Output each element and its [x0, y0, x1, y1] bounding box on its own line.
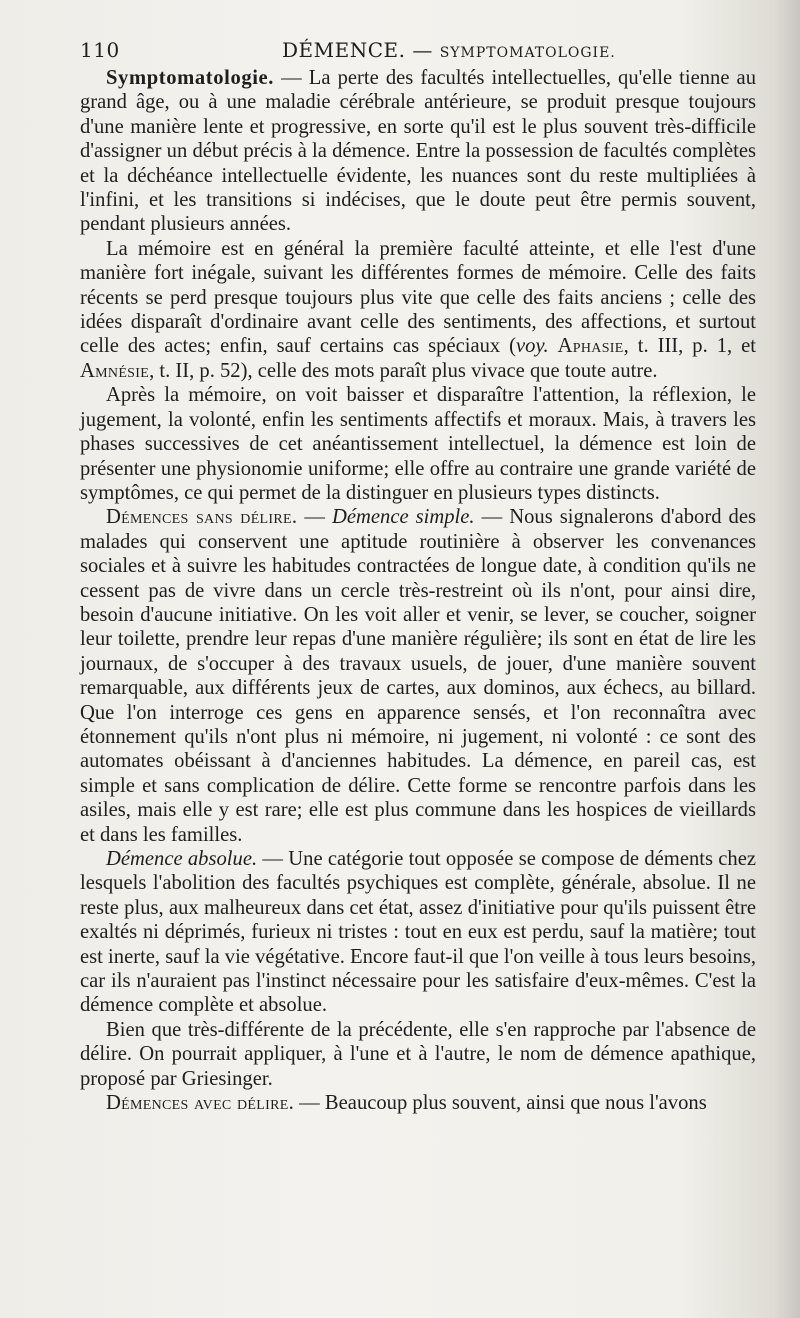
running-title-dash: — — [405, 38, 440, 62]
cross-reference-amnesie: Amnésie — [80, 359, 150, 382]
section-heading-sans-delire: Démences sans délire. — [106, 506, 298, 529]
cross-reference-voy: voy. — [516, 335, 549, 358]
paragraph-text: La mémoire est en général la première faculté atteinte, et elle l'est d'une manière fort inégale, suivant les différentes formes de mémoire. Celle des faits récents se perd presque toujours plus vite que celle des faits anciens ; celle des idées disparaît d'ordinaire avant celle des sentiments, des affections, et surtout celle des actes; enfin, sauf certains cas spéciaux ( — [80, 237, 756, 358]
paragraph-text: Bien que très-différente de la précédente, elle s'en rapproche par l'absence de délire. On pourrait appliquer, à l'une et à l'autre, le nom de démence apathique, proposé par Griesinger. — [80, 1018, 756, 1090]
paragraph-text: , t. III, p. 1, et — [623, 335, 756, 358]
paragraph-demences-avec-delire — [80, 1091, 756, 1115]
section-heading-avec-delire: Démences avec délire. — [106, 1092, 295, 1115]
paragraph-text: , t. II, p. 52), celle des mots paraît plus vivace que toute autre. — [149, 359, 658, 382]
paragraph-griesinger — [80, 1018, 756, 1091]
page-gutter-shadow — [774, 0, 800, 1318]
paragraph-text: — Beaucoup plus souvent, ainsi que nous l'avons — [294, 1092, 707, 1115]
paragraph-text: — — [297, 506, 332, 529]
cross-reference-aphasie: Aphasie — [557, 335, 624, 358]
running-title — [282, 38, 616, 62]
paragraph-text: — La perte des facultés intellectuelles, qu'elle tienne au grand âge, ou à une maladie cérébrale antérieure, se produit presque toujours d'une manière lente et progressive, en sorte qu'il est le plus souvent très-difficile d'assigner un début précis à la démence. Entre la possession de facultés complètes et la déchéance intellectuelle évidente, les nuances sont du reste multipliées à l'infini, et les transitions si indécises, que le doute peut être permis souvent, pendant plusieurs années. — [80, 67, 756, 236]
paragraph-text: Après la mémoire, on voit baisser et disparaître l'attention, la réflexion, le jugement, la volonté, enfin les sentiments affectifs et moraux. Mais, à travers les phases successives de cet anéantissement intellectuel, la démence est loin de présenter une physionomie uniforme; elle offre au contraire une grande variété de symptômes, ce qui permet de la distinguer en plusieurs types distincts. — [80, 384, 756, 504]
paragraph-text: — Une catégorie tout opposée se compose de déments chez lesquels l'abolition des facultés psychiques est complète, générale, absolue. Il ne reste plus, aux malheureux dans cet état, assez d'initiative pour qu'ils puissent être exaltés ni déprimés, furieux ni tristes : tout en eux est perdu, sauf la matière; tout est inerte, sauf la vie végétative. Encore faut-il que l'on veille à tous leurs besoins, car ils n'auraient pas l'instinct nécessaire pour les satisfaire d'eux-mêmes. C'est la démence complète et absolue. — [80, 848, 756, 1017]
subheading-demence-simple: Démence simple. — [332, 506, 475, 529]
paragraph-text: — Nous signalerons d'abord des malades qui conservent une aptitude routinière à observer les convenances sociales et à suivre les habitudes contractées de longue date, à condition qu'ils ne cessent pas de vivre dans un cercle très-restreint où ils n'ont, pour ainsi dire, besoin d'aucune initiative. On les voit aller et venir, se lever, se coucher, soigner leur toilette, prendre leur repas d'une manière régulière; ils sont en état de lire les journaux, de s'occuper à des travaux usuels, de jouer, d'une manière souvent remarquable, aux différents jeux de cartes, aux dominos, aux échecs, au billard. Que l'on interroge ces gens en apparence sensés, et l'on reconnaîtra avec étonnement qu'ils n'ont plus ni mémoire, ni jugement, ni volonté : ce sont des automates obéissant à d'anciennes habitudes. La démence, en pareil cas, est simple et sans complication de délire. Cette forme se rencontre parfois dans les asiles, mais elle y est rare; elle est plus commune dans les hospices de vieillards et dans les familles. — [80, 506, 757, 846]
paragraph-text — [549, 335, 558, 357]
page-number: 110 — [80, 38, 120, 62]
paragraph-demences-sans-delire — [80, 505, 756, 847]
paragraph-symptomatologie — [80, 66, 756, 237]
running-title-sub: SYMPTOMATOLOGIE. — [439, 45, 616, 61]
paragraph-demence-absolue — [80, 847, 756, 1018]
paragraph-attention — [80, 383, 756, 505]
page-body — [80, 66, 756, 1115]
running-header — [80, 34, 756, 64]
paragraph-memoire — [80, 237, 756, 383]
running-title-main: DÉMENCE. — [282, 38, 406, 62]
subheading-demence-absolue: Démence absolue. — [106, 848, 258, 870]
section-heading-symptomatologie: Symptomatologie. — [106, 67, 275, 89]
